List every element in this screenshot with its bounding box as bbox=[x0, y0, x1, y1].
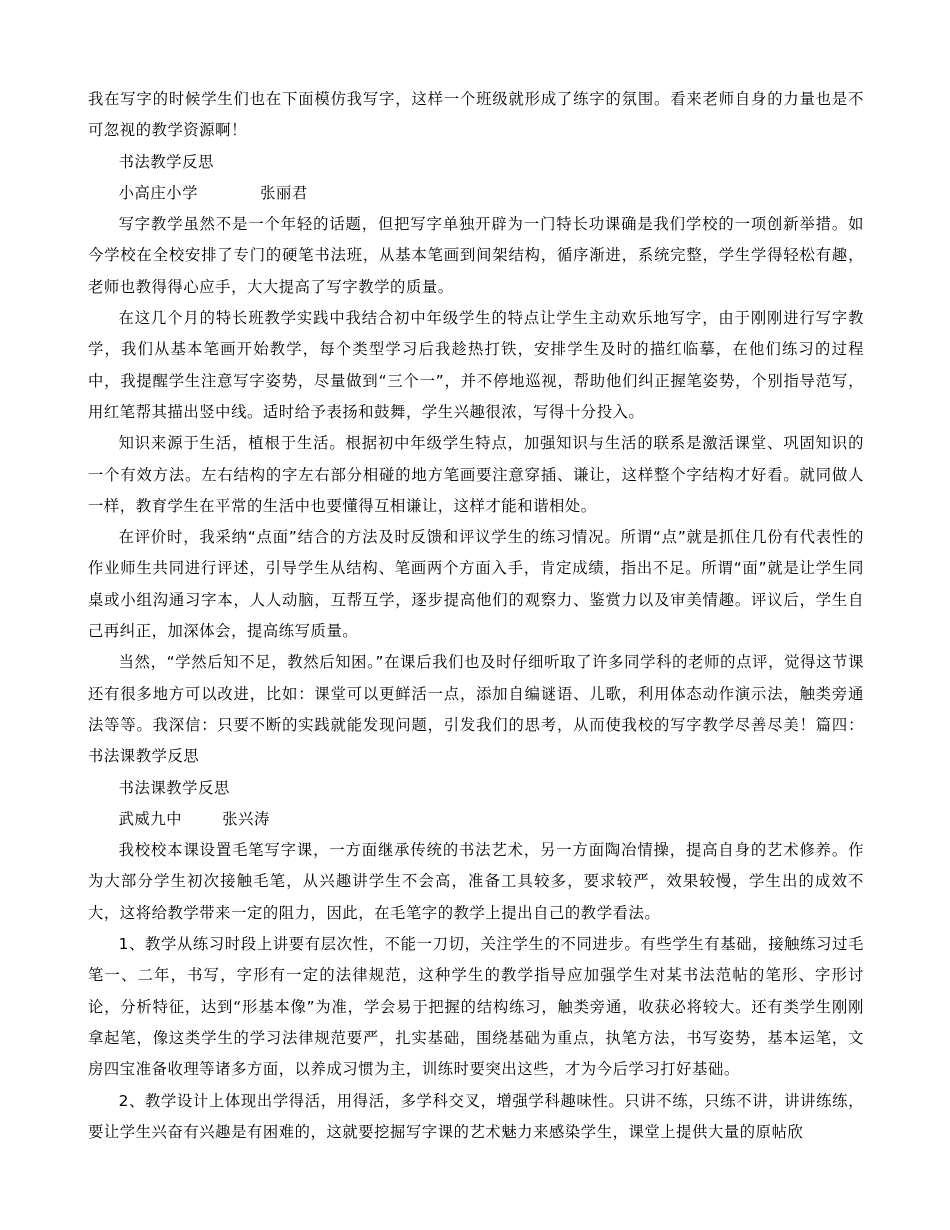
paragraph: 在评价时，我采纳“点面”结合的方法及时反馈和评议学生的练习情况。所谓“点”就是抓住几份有代表性的作业师生共同进行评述，引导学生从结构、笔画两个方面入手，肯定成绩，指出不足。所谓“面”就是让学生同桌或小组沟通习字本，人人动脑，互帮互学，逐步提高他们的观察力、鉴赏力以及审美情趣。评议后，学生自己再纠正，加深体会，提高练写质量。 bbox=[88, 528, 864, 641]
paragraph: 2、教学设计上体现出学得活，用得活，多学科交叉，增强学科趣味性。只讲不练，只练不讲，讲讲练练，要让学生兴奋有兴趣是有困难的，这就要挖掘写字课的艺术魅力来感染学生，课堂上提供大量的原帖欣 bbox=[88, 1091, 864, 1141]
paragraph: 我校校本课设置毛笔写字课，一方面继承传统的书法艺术，另一方面陶冶情操，提高自身的艺术修养。作为大部分学生初次接触毛笔，从兴趣讲学生不会高，准备工具较多，要求较严，效果较慢，学生出的成效不大，这将给教学带来一定的阻力，因此，在毛笔字的教学上提出自己的教学看法。 bbox=[88, 841, 864, 922]
section-title-2: 书法课教学反思 bbox=[118, 778, 230, 797]
paragraph: 1、教学从练习时段上讲要有层次性，不能一刀切，关注学生的不同进步。有些学生有基础，接触练习过毛笔一、二年，书写，字形有一定的法律规范，这种学生的教学指导应加强学生对某书法范帖的笔形、字形讨论，分析特征，达到“形基本像”为准，学会易于把握的结构练习，触类旁通，收获必将较大。还有类学生刚刚拿起笔，像这类学生的学习法律规范要严，扎实基础，围绕基础为重点，执笔方法，书写姿势，基本运笔，文房四宝准备收理等诸多方面，以养成习惯为主，训练时要突出这些，才为今后学习打好基础。 bbox=[88, 935, 864, 1079]
paragraph: 写字教学虽然不是一个年轻的话题，但把写字单独开辟为一门特长功课确是我们学校的一项创新举措。如今学校在全校安排了专门的硬笔书法班，从基本笔画到间架结构，循序渐进，系统完整，学生学得轻松有趣，老师也教得得心应手，大大提高了写字教学的质量。 bbox=[88, 215, 864, 296]
paragraph: 在这几个月的特长班教学实践中我结合初中年级学生的特点让学生主动欢乐地写字，由于刚刚进行写字教学，我们从基本笔画开始教学，每个类型学习后我趁热打铁，安排学生及时的描红临摹，在他们练习的过程中，我提醒学生注意写字姿势，尽量做到“三个一”，并不停地巡视，帮助他们纠正握笔姿势，个别指导范写，用红笔帮其描出竖中线。适时给予表扬和鼓舞，学生兴趣很浓，写得十分投入。 bbox=[88, 309, 864, 421]
byline-1 bbox=[88, 178, 864, 209]
paragraph: 当然，“学然后知不足，教然后知困。”在课后我们也及时仔细听取了许多同学科的老师的点评，觉得这节课还有很多地方可以改进，比如：课堂可以更鲜活一点，添加自编谜语、儿歌，利用体态动作演示法，触类旁通法等等。我深信：只要不断的实践就能发现问题，引发我们的思考，从而使我校的写字教学尽善尽美！篇四：书法课教学反思 bbox=[88, 653, 864, 766]
byline-1-author: 张丽君 bbox=[260, 183, 308, 202]
paragraph: 知识来源于生活，植根于生活。根据初中年级学生特点，加强知识与生活的联系是激活课堂、巩固知识的一个有效方法。左右结构的字左右部分相碰的地方笔画要注意穿插、谦让，这样整个字结构才好看。就同做人一样，教育学生在平常的生活中也要懂得互相谦让，这样才能和谐相处。 bbox=[88, 434, 864, 515]
byline-2 bbox=[88, 804, 864, 835]
paragraph-continuation: 我在写字的时候学生们也在下面模仿我写字，这样一个班级就形成了练字的氛围。看来老师自身的力量也是不可忽视的教学资源啊！ bbox=[88, 90, 864, 140]
byline-2-school: 武威九中 bbox=[118, 809, 183, 828]
byline-2-author: 张兴涛 bbox=[222, 809, 270, 828]
section-title-1: 书法教学反思 bbox=[118, 152, 214, 171]
byline-1-school: 小高庄小学 bbox=[118, 183, 199, 202]
document-body bbox=[88, 84, 864, 1148]
